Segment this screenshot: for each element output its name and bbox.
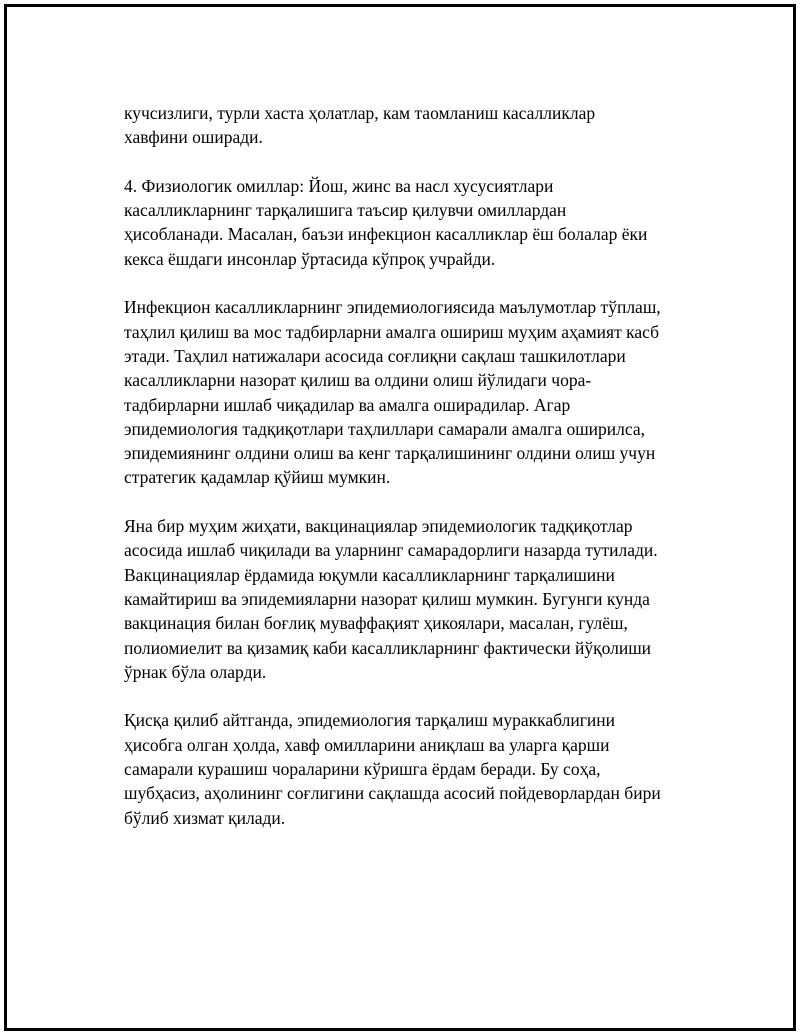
text-line: ўрнак бўла оларди. — [124, 661, 267, 682]
text-line: Вакцинациялар ёрдамида юқумли касалликларнинг тарқалишини — [124, 564, 615, 585]
text-line: бўлиб хизмат қилади. — [124, 807, 286, 828]
text-line: тадбирларни ишлаб чиқадилар ва амалга оширадилар. Агар — [124, 394, 571, 415]
paragraph — [124, 295, 724, 489]
paragraph — [124, 708, 724, 829]
page-frame — [4, 4, 796, 1031]
text-line: ҳисобланади. Масалан, баъзи инфекцион касалликлар ёш болалар ёки — [124, 224, 648, 245]
text-line: камайтириш ва эпидемияларни назорат қилиш мумкин. Бугунги кунда — [124, 588, 650, 609]
text-line: этади. Таҳлил натижалари асосида соғлиқни сақлаш ташкилотлари — [124, 345, 626, 366]
text-line: 4. Физиологик омиллар: Йош, жинс ва насл хусусиятлари — [124, 175, 554, 196]
text-line: касалликларнинг тарқалишига таъсир қилувчи омиллардан — [124, 200, 567, 221]
text-line: Яна бир муҳим жиҳати, вакцинациялар эпидемиологик тадқиқотлар — [124, 516, 633, 537]
text-line: эпидемиянинг олдини олиш ва кенг тарқалишининг олдини олиш учун — [124, 443, 656, 464]
text-line: стратегик қадамлар қўйиш мумкин. — [124, 467, 391, 488]
text-line: вакцинация билан боғлиқ муваффақият ҳикоялари, масалан, гулёш, — [124, 613, 628, 634]
text-line: кекса ёшдаги инсонлар ўртасида кўпроқ учрайди. — [124, 248, 496, 269]
text-line: таҳлил қилиш ва мос тадбирларни амалга ошириш муҳим аҳамият касб — [124, 321, 659, 342]
document-body — [124, 101, 724, 854]
text-line: шубҳасиз, аҳолининг соғлигини сақлашда асосий пойдеворлардан бири — [124, 783, 661, 804]
text-line: ҳисобга олган ҳолда, хавф омилларини аниқлаш ва уларга қарши — [124, 734, 610, 755]
paragraph — [124, 101, 724, 150]
text-line: Инфекцион касалликларнинг эпидемиологиясида маълумотлар тўплаш, — [124, 297, 661, 318]
text-line: эпидемиология тадқиқотлари таҳлиллари самарали амалга оширилса, — [124, 418, 646, 439]
text-line: самарали курашиш чораларини кўришга ёрдам беради. Бу соҳа, — [124, 759, 601, 780]
text-line: асосида ишлаб чиқилади ва уларнинг самарадорлиги назарда тутилади. — [124, 540, 658, 561]
text-line: Қисқа қилиб айтганда, эпидемиология тарқалиш мураккаблигини — [124, 710, 615, 731]
paragraph — [124, 174, 724, 271]
text-line: хавфини оширади. — [124, 127, 263, 148]
text-line: полиомиелит ва қизамиқ каби касалликларнинг фактически йўқолиши — [124, 637, 652, 658]
text-line: кучсизлиги, турли хаста ҳолатлар, кам таомланиш касалликлар — [124, 103, 596, 123]
paragraph — [124, 514, 724, 684]
text-line: касалликларни назорат қилиш ва олдини олиш йўлидаги чора- — [124, 370, 592, 391]
